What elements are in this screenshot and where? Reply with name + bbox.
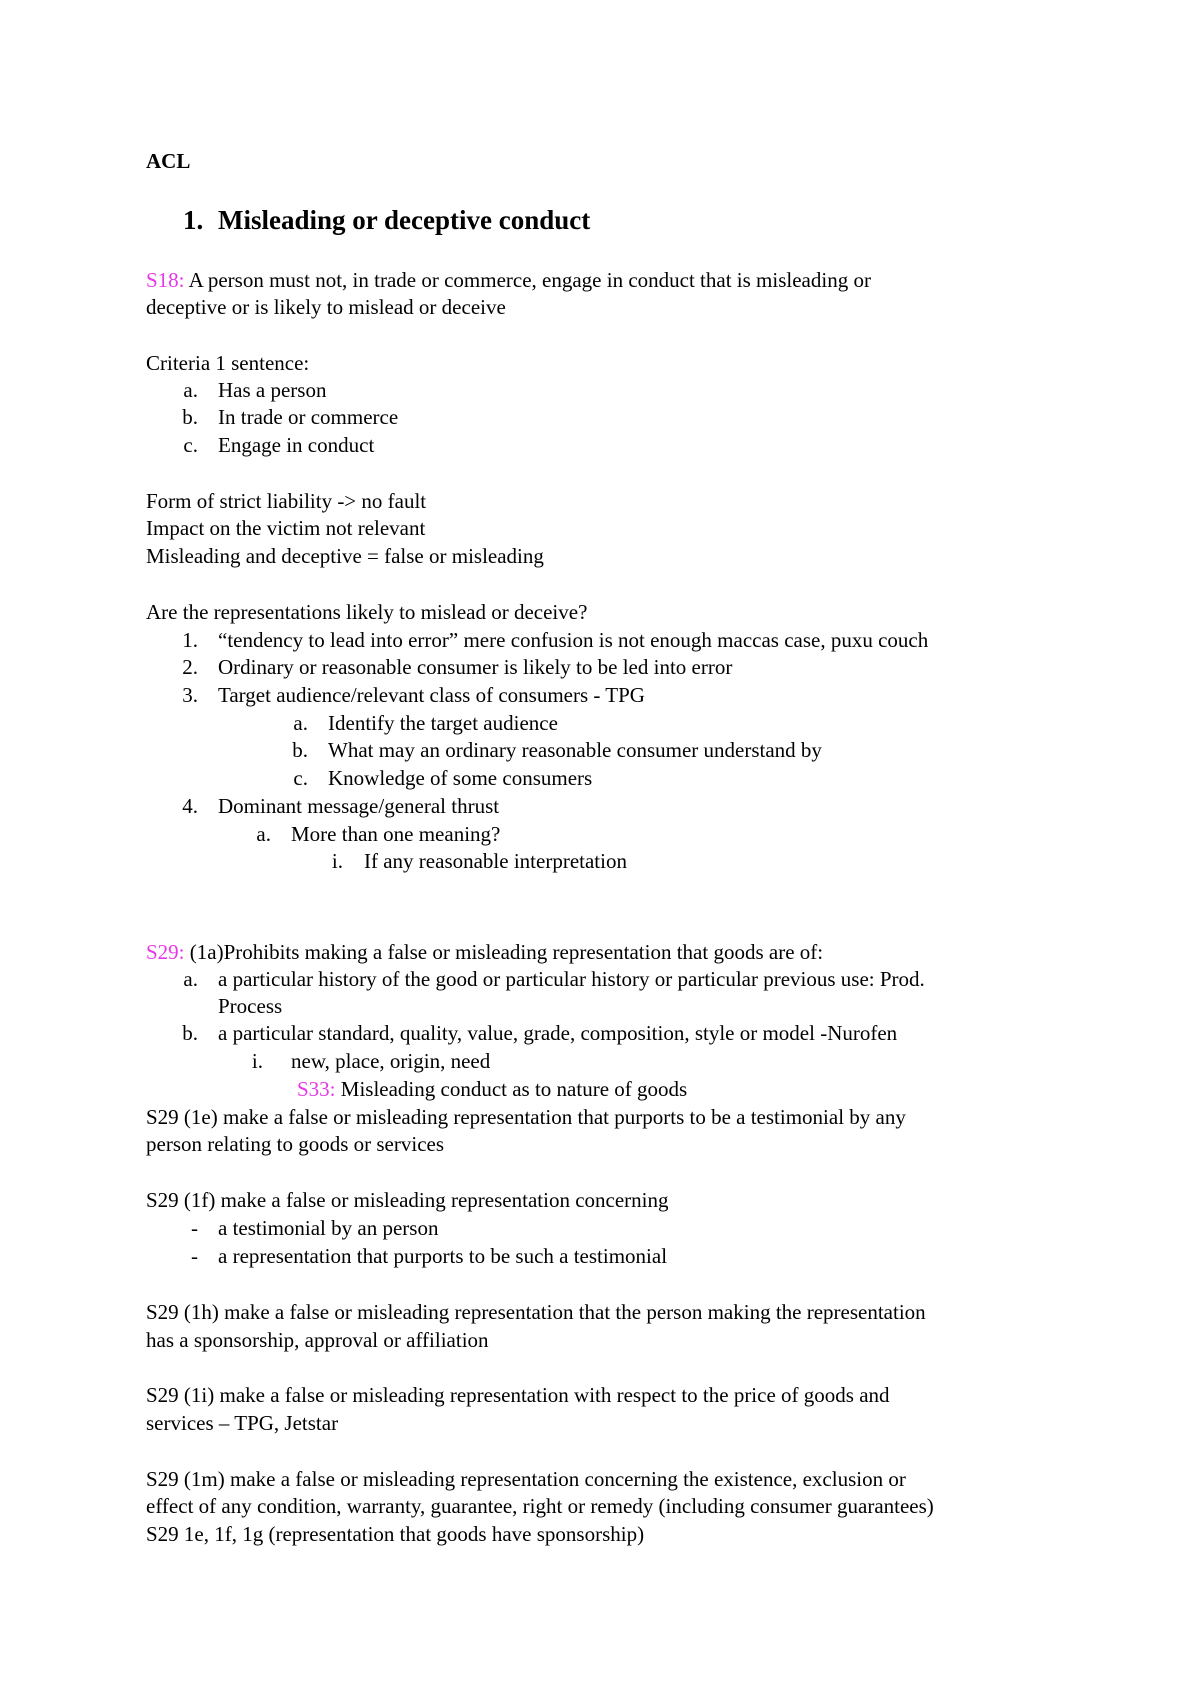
note-line: Misleading and deceptive = false or misleading <box>146 544 544 568</box>
list-item: a particular standard, quality, value, grade, composition, style or model -Nurofen <box>218 1021 898 1045</box>
note-line: Form of strict liability -> no fault <box>146 489 427 513</box>
list-marker: c. <box>183 433 198 457</box>
list-item: What may an ordinary reasonable consumer understand by <box>328 738 822 762</box>
s29-intro <box>146 939 823 966</box>
list-item: Knowledge of some consumers <box>328 766 593 790</box>
note-line: Impact on the victim not relevant <box>146 516 426 540</box>
s33-reference: S33: <box>297 1077 336 1101</box>
list-marker: 3. <box>182 683 198 707</box>
criteria-heading: Criteria 1 sentence: <box>146 351 310 375</box>
s29-1m-line1: S29 (1m) make a false or misleading representation concerning the existence, exclusion or <box>146 1467 906 1491</box>
list-marker: i. <box>331 849 343 873</box>
s29-1i-line1: S29 (1i) make a false or misleading representation with respect to the price of goods and <box>146 1383 890 1407</box>
s29-1i-line2: services – TPG, Jetstar <box>146 1411 339 1435</box>
s18-text: A person must not, in trade or commerce, engage in conduct that is misleading or <box>184 268 871 292</box>
list-marker: a. <box>293 711 308 735</box>
s18-reference: S18: <box>146 268 185 292</box>
list-item: a testimonial by an person <box>218 1216 439 1240</box>
list-marker: a. <box>256 822 271 846</box>
s18-paragraph-line1 <box>146 267 871 294</box>
list-item: “tendency to lead into error” mere confusion is not enough maccas case, puxu couch <box>218 628 929 652</box>
s29-reference: S29: <box>146 940 185 964</box>
list-marker: b. <box>292 738 308 762</box>
s33-text: Misleading conduct as to nature of goods <box>335 1077 688 1101</box>
s29-1h-line2: has a sponsorship, approval or affiliation <box>146 1328 489 1352</box>
list-item: In trade or commerce <box>218 405 399 429</box>
list-marker: b. <box>182 1021 198 1045</box>
section-title: Misleading or deceptive conduct <box>218 205 591 235</box>
list-item: a particular history of the good or particular history or particular previous use: Prod. <box>218 967 925 991</box>
s29-1f-line1: S29 (1f) make a false or misleading representation concerning <box>146 1188 669 1212</box>
s29-1m-line2: effect of any condition, warranty, guarantee, right or remedy (including consumer guarantees) <box>146 1494 934 1518</box>
list-item: Identify the target audience <box>328 711 558 735</box>
list-item: Ordinary or reasonable consumer is likely to be led into error <box>218 655 733 679</box>
s29-intro-text: (1a)Prohibits making a false or misleading representation that goods are of: <box>184 940 824 964</box>
list-marker: c. <box>293 766 308 790</box>
list-item: If any reasonable interpretation <box>364 849 627 873</box>
list-marker: - <box>191 1216 198 1240</box>
list-marker: a. <box>183 378 198 402</box>
list-item: More than one meaning? <box>291 822 501 846</box>
s29-1e-line1: S29 (1e) make a false or misleading representation that purports to be a testimonial by any <box>146 1105 906 1129</box>
list-item: a representation that purports to be such a testimonial <box>218 1244 668 1268</box>
list-marker: 2. <box>182 655 198 679</box>
doc-label: ACL <box>146 149 191 173</box>
representations-question: Are the representations likely to mislead or deceive? <box>146 600 588 624</box>
s18-paragraph-line2: deceptive or is likely to mislead or deceive <box>146 295 506 319</box>
list-marker: i. <box>251 1049 263 1073</box>
list-item-continuation: Process <box>218 994 283 1018</box>
list-item: Target audience/relevant class of consumers - TPG <box>218 683 645 707</box>
s33-line <box>297 1076 687 1103</box>
list-marker: 4. <box>182 794 198 818</box>
list-marker: 1. <box>182 628 198 652</box>
s29-1m-line3: S29 1e, 1f, 1g (representation that goods have sponsorship) <box>146 1522 645 1546</box>
section-number: 1. <box>183 205 204 235</box>
s29-1e-line2: person relating to goods or services <box>146 1132 445 1156</box>
list-marker: b. <box>182 405 198 429</box>
s29-1h-line1: S29 (1h) make a false or misleading representation that the person making the representation <box>146 1300 926 1324</box>
list-item: Engage in conduct <box>218 433 375 457</box>
list-marker: - <box>191 1244 198 1268</box>
list-item: new, place, origin, need <box>291 1049 491 1073</box>
list-item: Dominant message/general thrust <box>218 794 500 818</box>
list-item: Has a person <box>218 378 327 402</box>
list-marker: a. <box>183 967 198 991</box>
